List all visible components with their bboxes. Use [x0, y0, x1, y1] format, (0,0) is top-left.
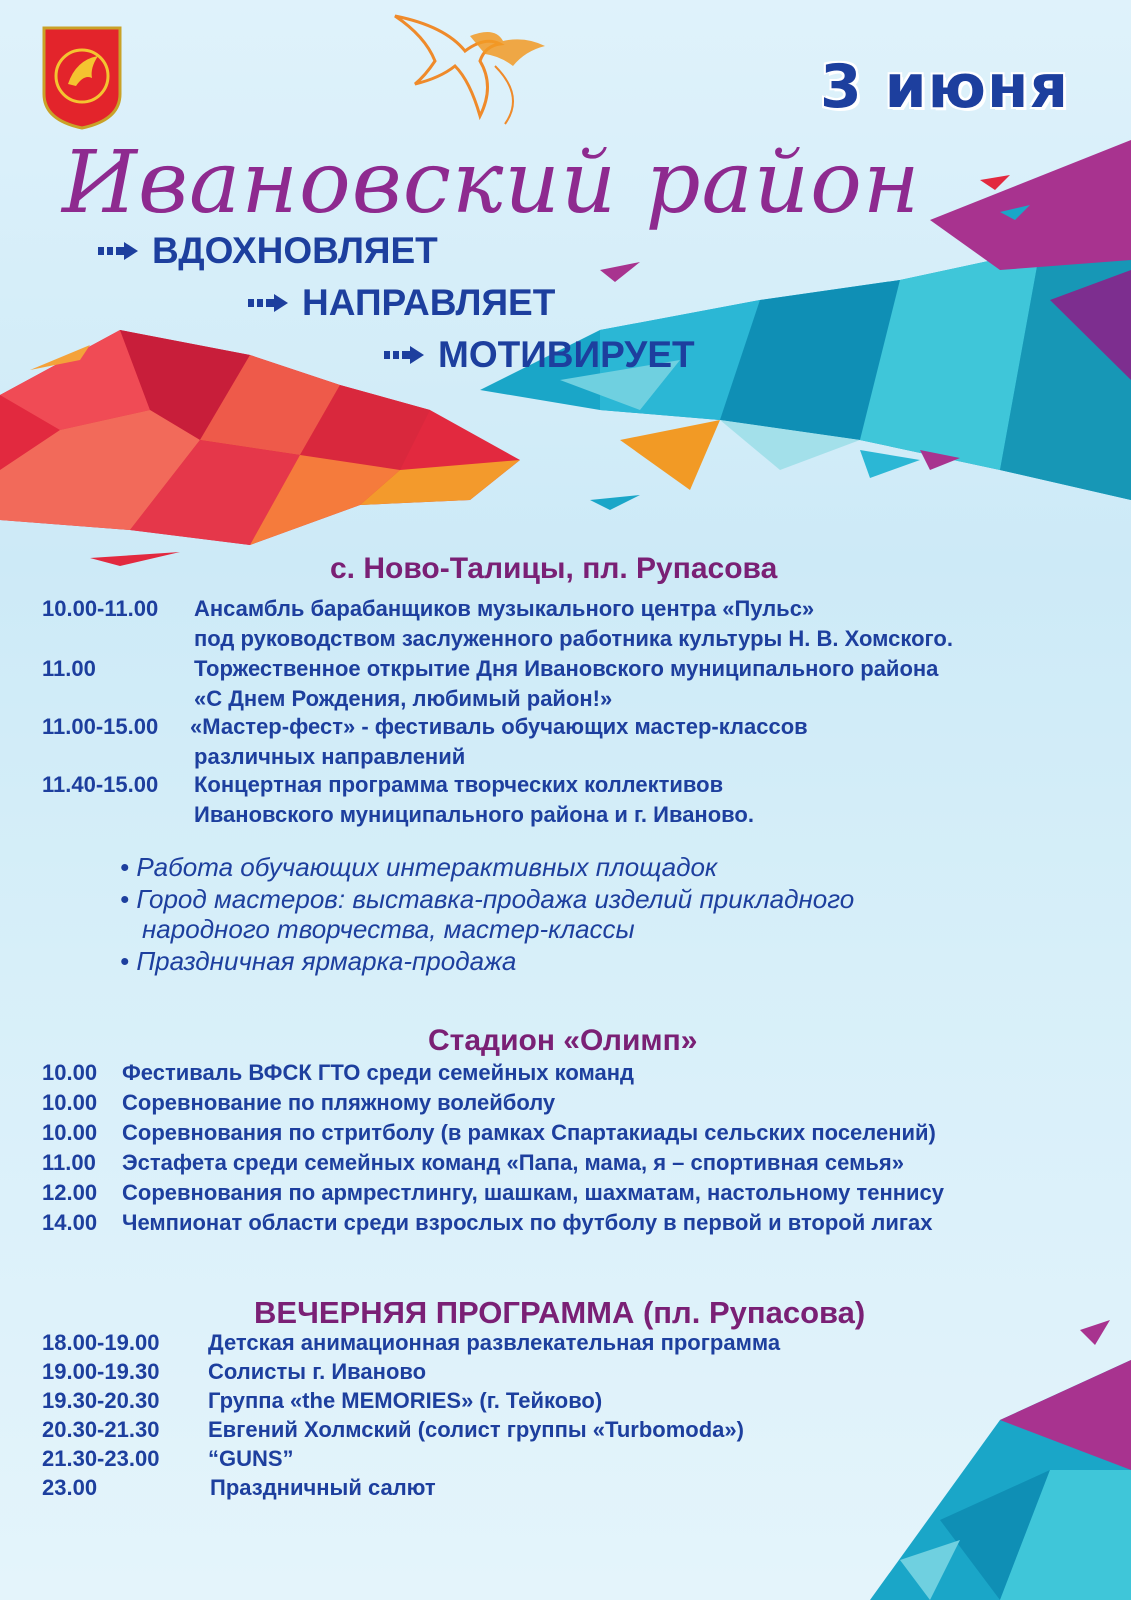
schedule-row: [42, 772, 724, 798]
schedule-row: [42, 1150, 904, 1176]
schedule-text: Евгений Холмский (солист группы «Turbomoda»): [208, 1417, 744, 1442]
schedule-time: 10.00-11.00: [42, 596, 159, 621]
arrow-right-icon: [384, 344, 426, 366]
schedule-row: [42, 596, 815, 622]
schedule-text-continued: Ивановского муниципального района и г. Иваново.: [194, 802, 754, 827]
schedule-row: [42, 1060, 634, 1086]
schedule-time: 21.30-23.00: [42, 1446, 160, 1471]
schedule-time: 10.00: [42, 1090, 98, 1115]
schedule-row: [42, 1388, 603, 1414]
schedule-text: Праздничный салют: [210, 1475, 436, 1500]
schedule-time: 10.00: [42, 1120, 98, 1145]
schedule-time: 11.40-15.00: [42, 772, 159, 797]
slogan-text: МОТИВИРУЕТ: [438, 334, 695, 375]
bullet-item: • Город мастеров: выставка-продажа изделий прикладного: [120, 884, 855, 914]
schedule-text: Группа «the MEMORIES» (г. Тейково): [208, 1388, 603, 1413]
schedule-text: Солисты г. Иваново: [208, 1359, 427, 1384]
slogan-directs: [248, 282, 555, 324]
schedule-time: 11.00: [42, 656, 96, 681]
slogan-text: НАПРАВЛЯЕТ: [302, 282, 556, 323]
schedule-row: [42, 1359, 427, 1385]
schedule-time: 10.00: [42, 1060, 98, 1085]
schedule-row: [42, 1120, 936, 1146]
bullet-item-continued: народного творчества, мастер-классы: [142, 914, 635, 944]
schedule-time: 19.00-19.30: [42, 1359, 160, 1384]
slogan-text: ВДОХНОВЛЯЕТ: [152, 230, 438, 271]
schedule-time: 11.00: [42, 1150, 96, 1175]
schedule-text: Фестиваль ВФСК ГТО среди семейных команд: [122, 1060, 634, 1085]
section-heading-stadium: Стадион «Олимп»: [428, 1024, 698, 1057]
schedule-time: 14.00: [42, 1210, 98, 1235]
schedule-text: Детская анимационная развлекательная программа: [208, 1330, 781, 1355]
schedule-row: [42, 1446, 294, 1472]
schedule-time: 20.30-21.30: [42, 1417, 160, 1442]
schedule-text: Концертная программа творческих коллективов: [194, 772, 724, 797]
schedule-text: Чемпионат области среди взрослых по футболу в первой и второй лигах: [122, 1210, 933, 1235]
bullet-item: • Праздничная ярмарка-продажа: [120, 946, 517, 976]
schedule-row: [42, 656, 939, 682]
page-title: Ивановский район: [62, 133, 921, 233]
schedule-text-continued: различных направлений: [194, 744, 466, 769]
schedule-text: Эстафета среди семейных команд «Папа, мама, я – спортивная семья»: [122, 1150, 904, 1175]
schedule-row: [42, 1090, 556, 1116]
section-heading-evening: ВЕЧЕРНЯЯ ПРОГРАММА (пл. Рупасова): [254, 1295, 866, 1330]
schedule-text: «Мастер-фест» - фестиваль обучающих мастер-классов: [190, 714, 808, 739]
schedule-text: Соревнования по армрестлингу, шашкам, шахматам, настольному теннису: [122, 1180, 945, 1205]
schedule-text: Торжественное открытие Дня Ивановского муниципального района: [194, 656, 939, 681]
doves-icon: [385, 6, 565, 131]
schedule-row: [42, 1180, 945, 1206]
event-date: 3 июня: [820, 52, 1069, 122]
schedule-text: Соревнования по стритболу (в рамках Спартакиады сельских поселений): [122, 1120, 936, 1145]
schedule-time: 12.00: [42, 1180, 98, 1205]
schedule-text-continued: под руководством заслуженного работника культуры Н. В. Хомского.: [194, 626, 953, 651]
schedule-time: 18.00-19.00: [42, 1330, 160, 1355]
schedule-time: 23.00: [42, 1475, 98, 1500]
schedule-row: [42, 1417, 744, 1443]
arrow-right-icon: [98, 240, 140, 262]
bullet-item: • Работа обучающих интерактивных площадок: [120, 852, 718, 882]
slogan-motivates: [384, 334, 695, 376]
schedule-row: [42, 1210, 933, 1236]
schedule-time: 19.30-20.30: [42, 1388, 160, 1413]
schedule-row: [42, 1330, 781, 1356]
schedule-text: Соревнование по пляжному волейболу: [122, 1090, 556, 1115]
schedule-time: 11.00-15.00: [42, 714, 159, 739]
schedule-text: “GUNS”: [208, 1446, 294, 1471]
schedule-text-continued: «С Днем Рождения, любимый район!»: [194, 686, 613, 711]
schedule-row: [42, 714, 808, 740]
schedule-row: [42, 1475, 436, 1501]
schedule-text: Ансамбль барабанщиков музыкального центра «Пульс»: [194, 596, 815, 621]
slogan-inspires: [98, 230, 438, 272]
coat-of-arms-icon: [40, 24, 124, 132]
arrow-right-icon: [248, 292, 290, 314]
section-heading-novo-talitsy: с. Ново-Талицы, пл. Рупасова: [330, 552, 778, 585]
